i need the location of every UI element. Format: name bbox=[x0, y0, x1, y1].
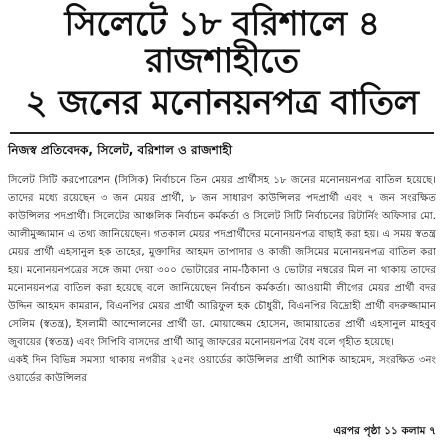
headline-divider bbox=[10, 132, 434, 134]
headline bbox=[6, 6, 438, 122]
article-body bbox=[8, 172, 436, 388]
headline-line-1: সিলেটে ১৮ বরিশালে ৪ রাজশাহীতে bbox=[64, 4, 380, 81]
continued-notice: এরপর পৃষ্ঠা ১১ কলাম ৭ bbox=[333, 425, 436, 437]
paragraph-1: সিলেট সিটি করপোরেশন (সিসিক) নির্বাচনে তিন মেয়র প্রার্থীসহ ১৮ জনের মনোনয়নপত্র বাতিল হয়েছে। তাদের মধ্যে রয়েছেন ৩ জন মেয়র প্রার্থী, ৮ জন সাধারণ কাউন্সিলর পদপ্রার্থী এবং ৭ জন সংরক্ষিত কাউন্সিলর পদপ্রার্থী। সিলেটের আঞ্চলিক নির্বাচন কর্মকর্তা ও সিলেট সিটি নির্বাচনের রিটার্নিং অফিসার মো. আলীমুজ্জামান এ তথ্য জানিয়েছেন। গতকাল মেয়র পদপ্রার্থীদের মনোনয়নপত্র বাছাই করা হয়। এ সময় স্বতন্ত্র মেয়র প্রার্থী এহসানুল হক তাহের, মুক্তাদির আহমদ তাপাদার ও কাজী জসিমের মনোনয়নপত্র বাতিল করা হয়। মনোনয়নপত্রের সঙ্গে জমা দেয়া ৩০০ ভোটারের নাম-ঠিকানা ও ভোটার নম্বরের মিল না থাকায় তাদের মনোনয়নপত্র বাতিল করা হয়েছে বলে জানিয়েছেন নির্বাচন কর্মকর্তা। আওয়ামী লীগের মেয়র প্রার্থী বদর উদ্দিন আহমদ কামরান, বিএনপির মেয়র প্রার্থী আরিফুল হক চৌধুরী, বিএনপির বিদ্রোহী প্রার্থী বদরুজ্জামান সেলিম (স্বতন্ত্র), ইসলামী আন্দোলনের প্রার্থী ডা. মোয়াজ্জেম হোসেন, জামায়াতের প্রার্থী এহসানুল মাহবুব জুবায়ের (স্বতন্ত্র) এবং সিপিবি বাসদের প্রার্থী আবু জাফরের মনোনয়নপত্র বৈধ বলে গৃহীত হয়েছে। bbox=[8, 175, 436, 349]
paragraph-2: একই দিন বিভিন্ন সমস্যা থাকায় নগরীর ২৫নং ওয়ার্ডের কাউন্সিলর প্রার্থী আশিক আহমেদ, সংরক্ষিত ৩নং ওয়ার্ডের কাউন্সিলর bbox=[8, 355, 436, 385]
headline-line-2: ২ জনের মনোনয়নপত্র বাতিল bbox=[25, 83, 419, 124]
byline: নিজস্ব প্রতিবেদক, সিলেট, বরিশাল ও রাজশাহী bbox=[8, 143, 233, 158]
